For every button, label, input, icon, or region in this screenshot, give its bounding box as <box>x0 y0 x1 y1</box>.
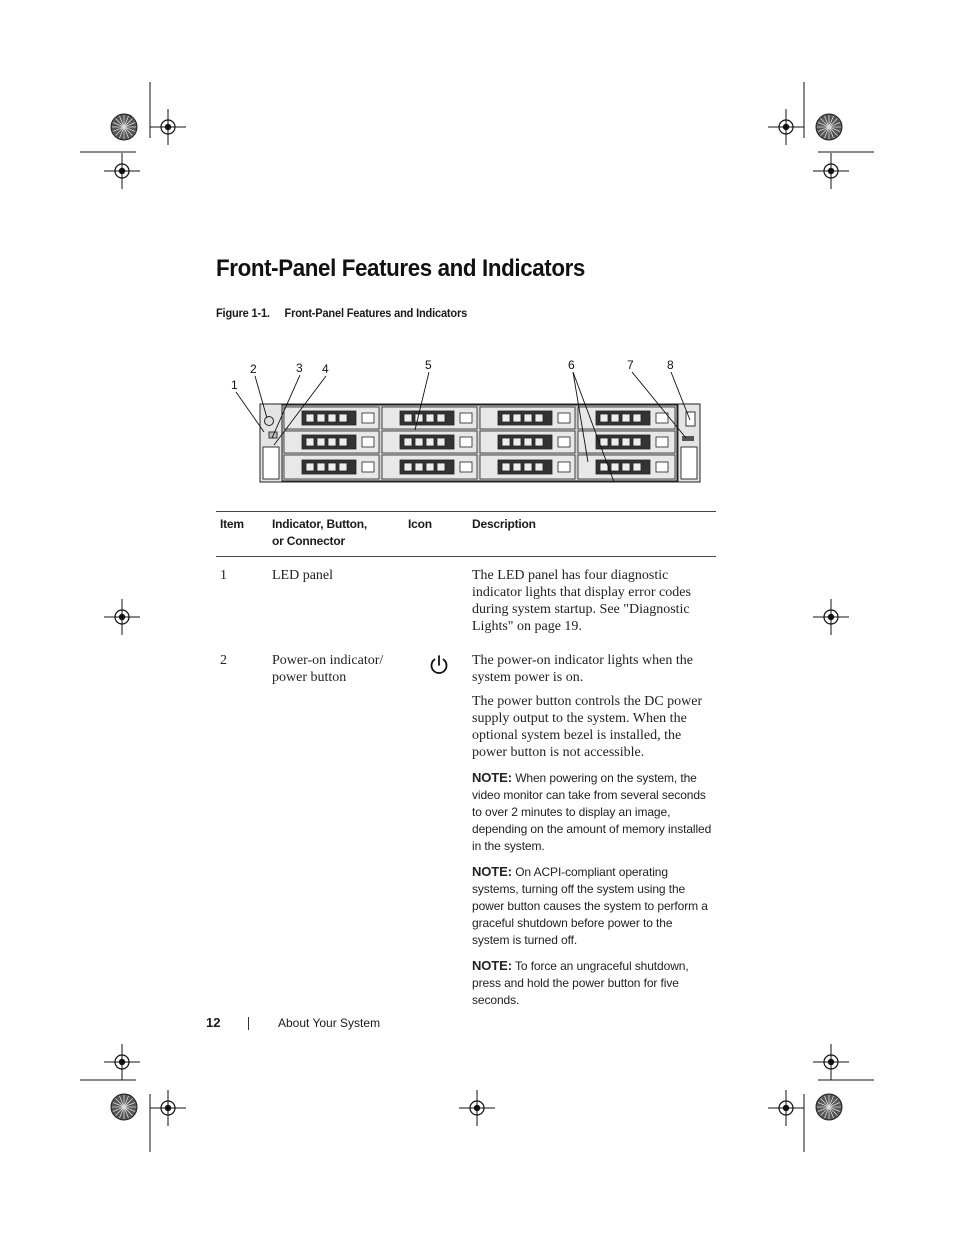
header-item: Item <box>216 512 268 557</box>
front-panel-figure <box>222 352 712 492</box>
row-item: 2 <box>220 653 227 668</box>
table-row <box>216 642 716 1016</box>
row-description <box>468 557 716 643</box>
figure-caption <box>216 306 467 320</box>
note-text: To force an ungraceful shutdown, press and hold the power button for five seconds. <box>472 959 689 1007</box>
note <box>472 769 712 855</box>
callout-3: 3 <box>296 361 303 375</box>
header-description: Description <box>468 512 716 557</box>
row-item: 1 <box>220 568 227 583</box>
description-text: The power-on indicator lights when the system power is on. <box>472 653 693 685</box>
callout-1: 1 <box>231 378 238 392</box>
row-icon <box>404 642 468 1016</box>
note-label: NOTE: <box>472 864 512 879</box>
callout-6: 6 <box>568 358 575 372</box>
callout-4: 4 <box>322 362 329 376</box>
callout-2: 2 <box>250 362 257 376</box>
row-icon <box>404 557 468 643</box>
header-indicator <box>268 512 404 557</box>
figure-title: Front-Panel Features and Indicators <box>284 306 468 320</box>
callout-7: 7 <box>627 358 634 372</box>
row-name: LED panel <box>272 568 334 583</box>
row-name: Power-on indicator/ power button <box>272 653 384 685</box>
header-indicator-line2: or Connector <box>272 534 345 548</box>
figure-label: Figure 1-1. <box>216 306 270 320</box>
table-header-row <box>216 512 716 557</box>
table-row <box>216 557 716 643</box>
features-table <box>216 511 716 1016</box>
page-title: Front-Panel Features and Indicators <box>216 255 585 282</box>
footer-separator <box>248 1017 249 1030</box>
server-front-panel-drawing <box>222 352 712 492</box>
callout-8: 8 <box>667 358 674 372</box>
row-description <box>468 642 716 1016</box>
header-icon: Icon <box>404 512 468 557</box>
power-icon <box>428 654 450 676</box>
note-text: When powering on the system, the video monitor can take from several seconds to over 2 minutes to display an image, depending on the amount of memory installed in the system. <box>472 771 712 853</box>
page-number: 12 <box>206 1015 221 1030</box>
note-label: NOTE: <box>472 958 512 973</box>
description-text: The LED panel has four diagnostic indicator lights that display error codes during system startup. See "Diagnostic Lights" on page 19. <box>472 568 691 634</box>
note-text: On ACPI-compliant operating systems, turning off the system using the power button causes the system to perform a graceful shutdown before power to the system is turned off. <box>472 865 708 947</box>
footer-section: About Your System <box>278 1016 381 1030</box>
description-text: The power button controls the DC power supply output to the system. When the optional system bezel is installed, the power button is not accessible. <box>472 694 703 760</box>
note-label: NOTE: <box>472 770 512 785</box>
note <box>472 863 712 949</box>
header-indicator-line1: Indicator, Button, <box>272 517 368 531</box>
note <box>472 957 712 1009</box>
callout-5: 5 <box>425 358 432 372</box>
